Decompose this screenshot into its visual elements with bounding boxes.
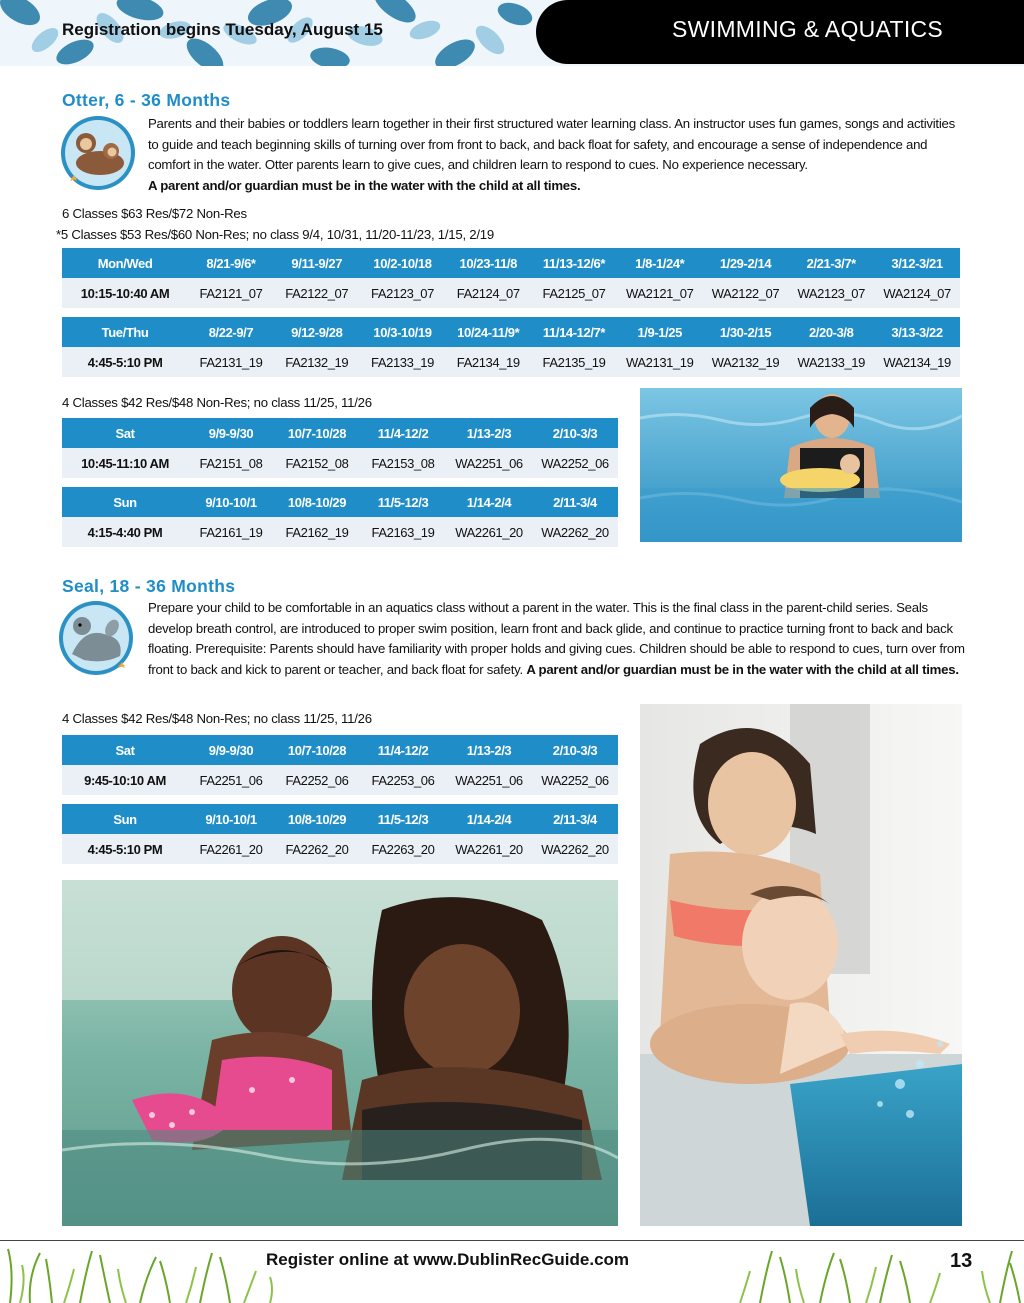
course-code: WA2131_19 bbox=[617, 347, 703, 377]
date-cell: 10/24-11/9* bbox=[445, 317, 531, 347]
course-code: WA2252_06 bbox=[532, 765, 618, 795]
pool-photo-mother-toddler bbox=[62, 880, 618, 1226]
page-header bbox=[0, 0, 1024, 66]
seal-pricing: 4 Classes $42 Res/$48 Non-Res; no class 11/25, 11/26 bbox=[62, 711, 372, 726]
course-code: FA2123_07 bbox=[360, 278, 446, 308]
date-cell: 2/10-3/3 bbox=[532, 418, 618, 448]
table-header-row bbox=[62, 487, 618, 517]
time-cell: 9:45-10:10 AM bbox=[62, 765, 188, 795]
day-cell: Sat bbox=[62, 418, 188, 448]
otter-pricing-6: 6 Classes $63 Res/$72 Non-Res bbox=[62, 206, 247, 221]
date-cell: 10/8-10/29 bbox=[274, 804, 360, 834]
table-header-row bbox=[62, 804, 618, 834]
course-code: WA2261_20 bbox=[446, 834, 532, 864]
table-header-row bbox=[62, 248, 960, 278]
date-cell: 1/13-2/3 bbox=[446, 418, 532, 448]
registration-note: Registration begins Tuesday, August 15 bbox=[62, 20, 383, 39]
section-title: SWIMMING & AQUATICS bbox=[672, 16, 944, 42]
date-cell: 2/20-3/8 bbox=[788, 317, 874, 347]
page-number: 13 bbox=[950, 1250, 973, 1272]
course-code: FA2262_20 bbox=[274, 834, 360, 864]
course-code: FA2263_20 bbox=[360, 834, 446, 864]
course-code: FA2252_06 bbox=[274, 765, 360, 795]
date-cell: 1/8-1/24* bbox=[617, 248, 703, 278]
date-cell: 1/14-2/4 bbox=[446, 487, 532, 517]
date-cell: 10/7-10/28 bbox=[274, 735, 360, 765]
date-cell: 8/22-9/7 bbox=[188, 317, 274, 347]
date-cell: 10/3-10/19 bbox=[360, 317, 446, 347]
date-cell: 1/14-2/4 bbox=[446, 804, 532, 834]
course-code: WA2121_07 bbox=[617, 278, 703, 308]
seal-description: Prepare your child to be comfortable in an aquatics class without a parent in the water. This is the final class in the parent-child series. Seals develop breath control, are introduced to proper swim position, learn front and back glide, and continue to practice turning front to back and back floating. Prerequisite: Parents should have familiarity with proper holds and giving cues. Children should be able to respond to cues, turn over from front to back and kick to parent or teacher, and back float for safety. bbox=[148, 600, 965, 677]
course-code: FA2153_08 bbox=[360, 448, 446, 478]
course-code: FA2122_07 bbox=[274, 278, 360, 308]
table-header-row bbox=[62, 735, 618, 765]
course-code: FA2125_07 bbox=[531, 278, 617, 308]
date-cell: 9/9-9/30 bbox=[188, 418, 274, 448]
course-code: WA2262_20 bbox=[532, 834, 618, 864]
time-cell: 10:45-11:10 AM bbox=[62, 448, 188, 478]
course-code: WA2261_20 bbox=[446, 517, 532, 547]
date-cell: 3/13-3/22 bbox=[874, 317, 960, 347]
otter-icon bbox=[56, 113, 140, 193]
course-code: FA2134_19 bbox=[445, 347, 531, 377]
date-cell: 11/4-12/2 bbox=[360, 418, 446, 448]
course-code: FA2132_19 bbox=[274, 347, 360, 377]
course-code: WA2251_06 bbox=[446, 765, 532, 795]
otter-pricing-5: *5 Classes $53 Res/$60 Non-Res; no class 9/4, 10/31, 11/20-11/23, 1/15, 2/19 bbox=[56, 227, 494, 242]
date-cell: 1/13-2/3 bbox=[446, 735, 532, 765]
day-cell: Mon/Wed bbox=[62, 248, 188, 278]
table-header-row bbox=[62, 317, 960, 347]
pool-photo-woman-baby-splash bbox=[640, 704, 962, 1226]
table-row bbox=[62, 448, 618, 478]
time-cell: 4:15-4:40 PM bbox=[62, 517, 188, 547]
date-cell: 9/12-9/28 bbox=[274, 317, 360, 347]
otter-heading: Otter, 6 - 36 Months bbox=[62, 90, 231, 110]
table-row bbox=[62, 347, 960, 377]
date-cell: 10/23-11/8 bbox=[445, 248, 531, 278]
date-cell: 1/29-2/14 bbox=[703, 248, 789, 278]
date-cell: 9/10-10/1 bbox=[188, 487, 274, 517]
course-code: FA2162_19 bbox=[274, 517, 360, 547]
otter-parent-note: A parent and/or guardian must be in the water with the child at all times. bbox=[148, 177, 581, 193]
date-cell: 10/7-10/28 bbox=[274, 418, 360, 448]
course-code: FA2163_19 bbox=[360, 517, 446, 547]
date-cell: 11/4-12/2 bbox=[360, 735, 446, 765]
day-cell: Sun bbox=[62, 804, 188, 834]
course-code: FA2161_19 bbox=[188, 517, 274, 547]
course-code: FA2253_06 bbox=[360, 765, 446, 795]
time-cell: 10:15-10:40 AM bbox=[62, 278, 188, 308]
course-code: WA2133_19 bbox=[788, 347, 874, 377]
day-cell: Sun bbox=[62, 487, 188, 517]
course-code: FA2121_07 bbox=[188, 278, 274, 308]
course-code: FA2151_08 bbox=[188, 448, 274, 478]
seal-weekend-table bbox=[62, 735, 618, 864]
course-code: WA2134_19 bbox=[874, 347, 960, 377]
table-row bbox=[62, 278, 960, 308]
course-code: WA2124_07 bbox=[874, 278, 960, 308]
time-cell: 4:45-5:10 PM bbox=[62, 834, 188, 864]
otter-weekend-pricing: 4 Classes $42 Res/$48 Non-Res; no class 11/25, 11/26 bbox=[62, 395, 372, 410]
course-code: FA2152_08 bbox=[274, 448, 360, 478]
table-header-row bbox=[62, 418, 618, 448]
course-code: FA2133_19 bbox=[360, 347, 446, 377]
date-cell: 2/21-3/7* bbox=[788, 248, 874, 278]
date-cell: 10/8-10/29 bbox=[274, 487, 360, 517]
register-online-text: Register online at www.DublinRecGuide.com bbox=[266, 1250, 630, 1269]
time-cell: 4:45-5:10 PM bbox=[62, 347, 188, 377]
course-code: WA2251_06 bbox=[446, 448, 532, 478]
day-cell: Tue/Thu bbox=[62, 317, 188, 347]
otter-description: Parents and their babies or toddlers learn together in their first structured water learning class. An instructor uses fun games, songs and activities to guide and teach beginning skills of turning over from front to back, and back float for safety, and encourage a sense of independence and comfort in the water. Otter parents learn to give cues, and children learn to respond to cues. No experience necessary. bbox=[148, 116, 955, 173]
date-cell: 10/2-10/18 bbox=[360, 248, 446, 278]
otter-weekend-table bbox=[62, 418, 618, 547]
course-code: FA2131_19 bbox=[188, 347, 274, 377]
course-code: WA2252_06 bbox=[532, 448, 618, 478]
course-code: FA2251_06 bbox=[188, 765, 274, 795]
course-code: WA2123_07 bbox=[788, 278, 874, 308]
course-code: WA2132_19 bbox=[703, 347, 789, 377]
date-cell: 1/30-2/15 bbox=[703, 317, 789, 347]
date-cell: 2/11-3/4 bbox=[532, 487, 618, 517]
table-row bbox=[62, 834, 618, 864]
seal-icon bbox=[54, 598, 138, 678]
course-code: WA2122_07 bbox=[703, 278, 789, 308]
date-cell: 9/9-9/30 bbox=[188, 735, 274, 765]
date-cell: 9/11-9/27 bbox=[274, 248, 360, 278]
course-code: FA2135_19 bbox=[531, 347, 617, 377]
otter-weekday-table bbox=[62, 248, 960, 377]
course-code: FA2261_20 bbox=[188, 834, 274, 864]
date-cell: 1/9-1/25 bbox=[617, 317, 703, 347]
seal-description-block bbox=[148, 598, 968, 680]
day-cell: Sat bbox=[62, 735, 188, 765]
pool-photo-mother-baby bbox=[640, 388, 962, 542]
date-cell: 9/10-10/1 bbox=[188, 804, 274, 834]
date-cell: 11/14-12/7* bbox=[531, 317, 617, 347]
date-cell: 11/13-12/6* bbox=[531, 248, 617, 278]
table-row bbox=[62, 765, 618, 795]
seal-heading: Seal, 18 - 36 Months bbox=[62, 576, 236, 596]
date-cell: 2/10-3/3 bbox=[532, 735, 618, 765]
date-cell: 8/21-9/6* bbox=[188, 248, 274, 278]
date-cell: 2/11-3/4 bbox=[532, 804, 618, 834]
course-code: WA2262_20 bbox=[532, 517, 618, 547]
date-cell: 3/12-3/21 bbox=[874, 248, 960, 278]
course-code: FA2124_07 bbox=[445, 278, 531, 308]
otter-description-block bbox=[148, 114, 968, 196]
date-cell: 11/5-12/3 bbox=[360, 804, 446, 834]
date-cell: 11/5-12/3 bbox=[360, 487, 446, 517]
table-row bbox=[62, 517, 618, 547]
seal-parent-note: A parent and/or guardian must be in the water with the child at all times. bbox=[526, 661, 959, 677]
